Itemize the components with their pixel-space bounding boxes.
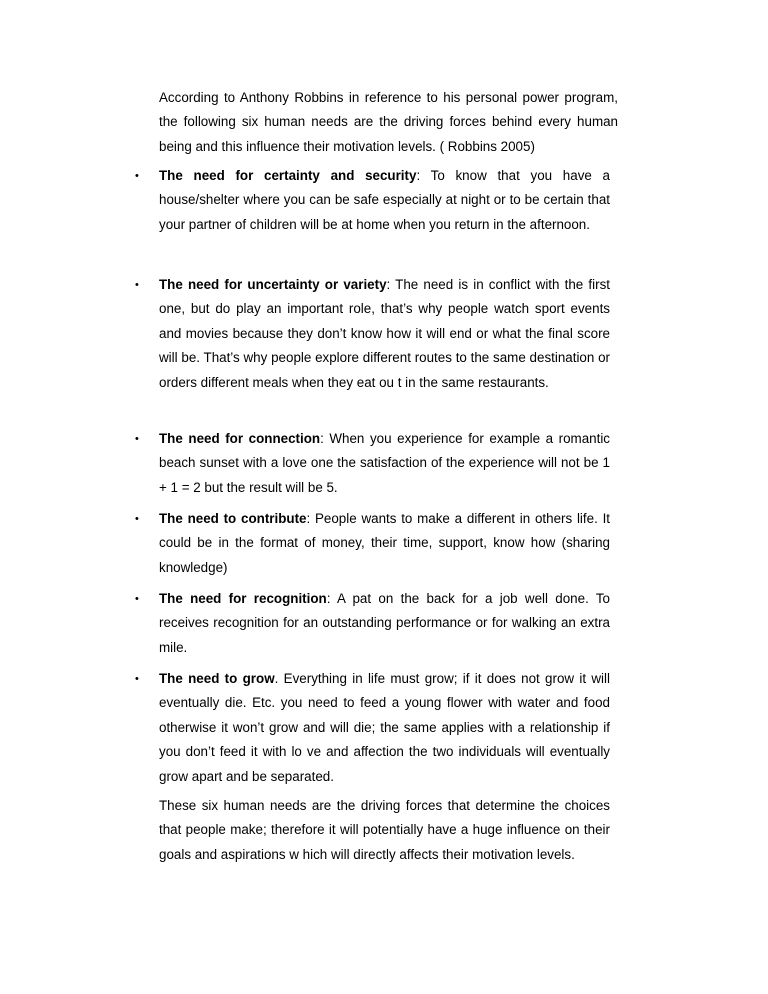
bullet-icon: • [135, 593, 139, 605]
need-title: The need for recognition [159, 591, 327, 606]
need-description: A pat on the back for a job well done. To receives recognition for an outstanding performance or for walking an extra mile. [159, 591, 610, 655]
intro-paragraph: According to Anthony Robbins in reference to his personal power program, the following six human needs are the driving forces behind every human being and this influence their motivation levels. ( Robbins 2005) [159, 90, 618, 154]
need-text [159, 273, 610, 395]
bullet-icon: • [135, 673, 139, 685]
bullet-icon: • [135, 433, 139, 445]
need-separator: : [320, 431, 330, 446]
need-description: The need is in conflict with the first one, but do play an important role, that’s why people watch sport events and movies because they don’t know how it will end or what the final score will be. That’s why people explore different routes to the same destination or orders different meals when they eat ou t in the same restaurants. [159, 277, 610, 390]
need-title: The need for uncertainty or variety [159, 277, 387, 292]
need-description: When you experience for example a romantic beach sunset with a love one the satisfaction of the experience will not be 1 + 1 = 2 but the result will be 5. [159, 431, 610, 495]
need-separator: . [274, 671, 284, 686]
need-text [159, 667, 610, 789]
need-title: The need for certainty and security [159, 168, 417, 183]
need-separator: : [386, 277, 396, 292]
need-title: The need to contribute [159, 511, 307, 526]
need-text [159, 164, 610, 237]
need-separator: : [416, 168, 431, 183]
need-description: People wants to make a different in others life. It could be in the format of money, their time, support, know how (sharing knowledge) [159, 511, 611, 575]
need-title: The need to grow [159, 671, 275, 686]
need-description: Everything in life must grow; if it does not grow it will eventually die. Etc. you need to feed a young flower with water and food otherwise it won’t grow and will die; the same applies with a relationship if you don’t feed it with lo ve and affection the two individuals will eventually grow apart and be separated. [159, 671, 610, 784]
need-text [159, 427, 610, 500]
bullet-icon: • [135, 279, 139, 291]
bullet-icon: • [135, 170, 139, 182]
need-text [159, 507, 610, 580]
need-description: To know that you have a house/shelter where you can be safe especially at night or to be certain that your partner of children will be at home when you return in the afternoon. [159, 168, 610, 232]
need-separator: : [326, 591, 337, 606]
need-title: The need for connection [159, 431, 321, 446]
bullet-icon: • [135, 513, 139, 525]
need-separator: : [306, 511, 315, 526]
need-text [159, 587, 610, 660]
closing-paragraph: These six human needs are the driving forces that determine the choices that people make; therefore it will potentially have a huge influence on their goals and aspirations w hich will directly affects their motivation levels. [159, 798, 610, 862]
